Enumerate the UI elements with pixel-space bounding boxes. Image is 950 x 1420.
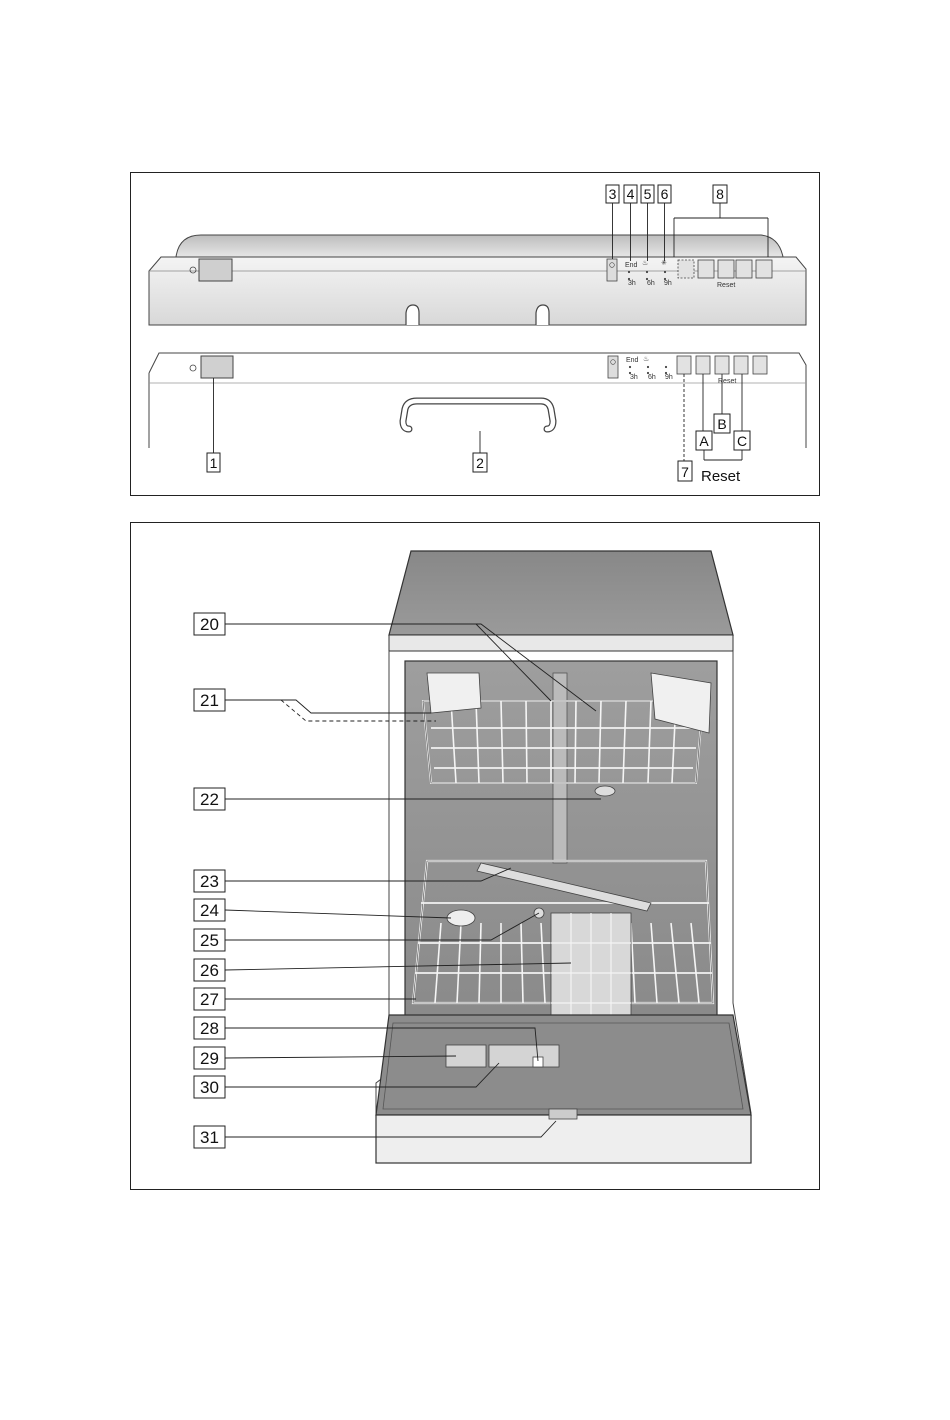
dishwasher-interior-drawing [131, 523, 821, 1191]
callout-22: 22 [200, 790, 219, 809]
3h-label-upper: 3h [628, 280, 636, 287]
callout-31: 31 [200, 1128, 219, 1147]
door-inner [376, 1015, 751, 1115]
callout-30: 30 [200, 1078, 219, 1097]
callout-8: 8 [716, 186, 724, 202]
callout-B: B [717, 416, 727, 432]
callout-4: 4 [626, 186, 635, 202]
3h-label: 3h [630, 374, 638, 381]
callout-21: 21 [200, 691, 219, 710]
salt-icon-upper: ✳ [661, 260, 667, 267]
program-buttons-upper[interactable] [678, 260, 772, 278]
panel-lid-edge [176, 235, 783, 257]
callouts-upper [606, 185, 727, 203]
end-label: End [626, 357, 639, 364]
upper-spray-arm [595, 786, 615, 796]
callout-26: 26 [200, 961, 219, 980]
program-buttons[interactable] [677, 356, 767, 374]
door-handle-upper-right [536, 305, 549, 325]
callout-7: 7 [681, 464, 689, 480]
callout-27: 27 [200, 990, 219, 1009]
callout-20: 20 [200, 615, 219, 634]
interior-figure [130, 522, 820, 1190]
callout-2: 2 [476, 455, 484, 471]
9h-label-upper: 9h [664, 280, 672, 287]
control-panel-drawing [131, 173, 821, 497]
door-handle-upper-left [406, 305, 419, 325]
callout-24: 24 [200, 901, 219, 920]
callout-28: 28 [200, 1019, 219, 1038]
callout-6: 6 [660, 186, 669, 202]
reset-small-label: Reset [718, 378, 737, 385]
9h-label: 9h [665, 374, 673, 381]
reset-small-label-upper: Reset [717, 282, 736, 289]
callout-25: 25 [200, 931, 219, 950]
callout-3: 3 [608, 186, 617, 202]
timer-button[interactable] [608, 356, 618, 378]
power-icon-lower [190, 365, 196, 371]
control-panel-figure [130, 172, 820, 496]
power-button-lower[interactable] [201, 356, 233, 378]
callout-A: A [699, 433, 709, 449]
filter-system [447, 910, 475, 926]
6h-label-upper: 6h [647, 280, 655, 287]
callout-23: 23 [200, 872, 219, 891]
reset-label: Reset [701, 468, 741, 485]
rinse-aid-icon: ♨ [643, 356, 650, 363]
callout-29: 29 [200, 1049, 219, 1068]
end-label-upper: End [625, 262, 638, 269]
power-button[interactable] [199, 259, 232, 281]
door-front [376, 1115, 751, 1163]
door-lock[interactable] [549, 1109, 577, 1119]
door-handle[interactable] [403, 401, 553, 429]
callout-5: 5 [643, 186, 652, 202]
worktop [389, 551, 733, 635]
knife-shelf [427, 673, 481, 713]
timer-button-upper[interactable] [607, 259, 617, 281]
detergent-dispenser[interactable] [489, 1045, 559, 1067]
indicator-leds [629, 366, 667, 374]
callout-1: 1 [209, 455, 218, 471]
6h-label: 6h [648, 374, 656, 381]
callouts-lower [207, 414, 750, 485]
interior-callouts [194, 613, 225, 1148]
rinse-aid-icon-upper: ♨ [642, 260, 649, 267]
callout-C: C [736, 433, 748, 449]
